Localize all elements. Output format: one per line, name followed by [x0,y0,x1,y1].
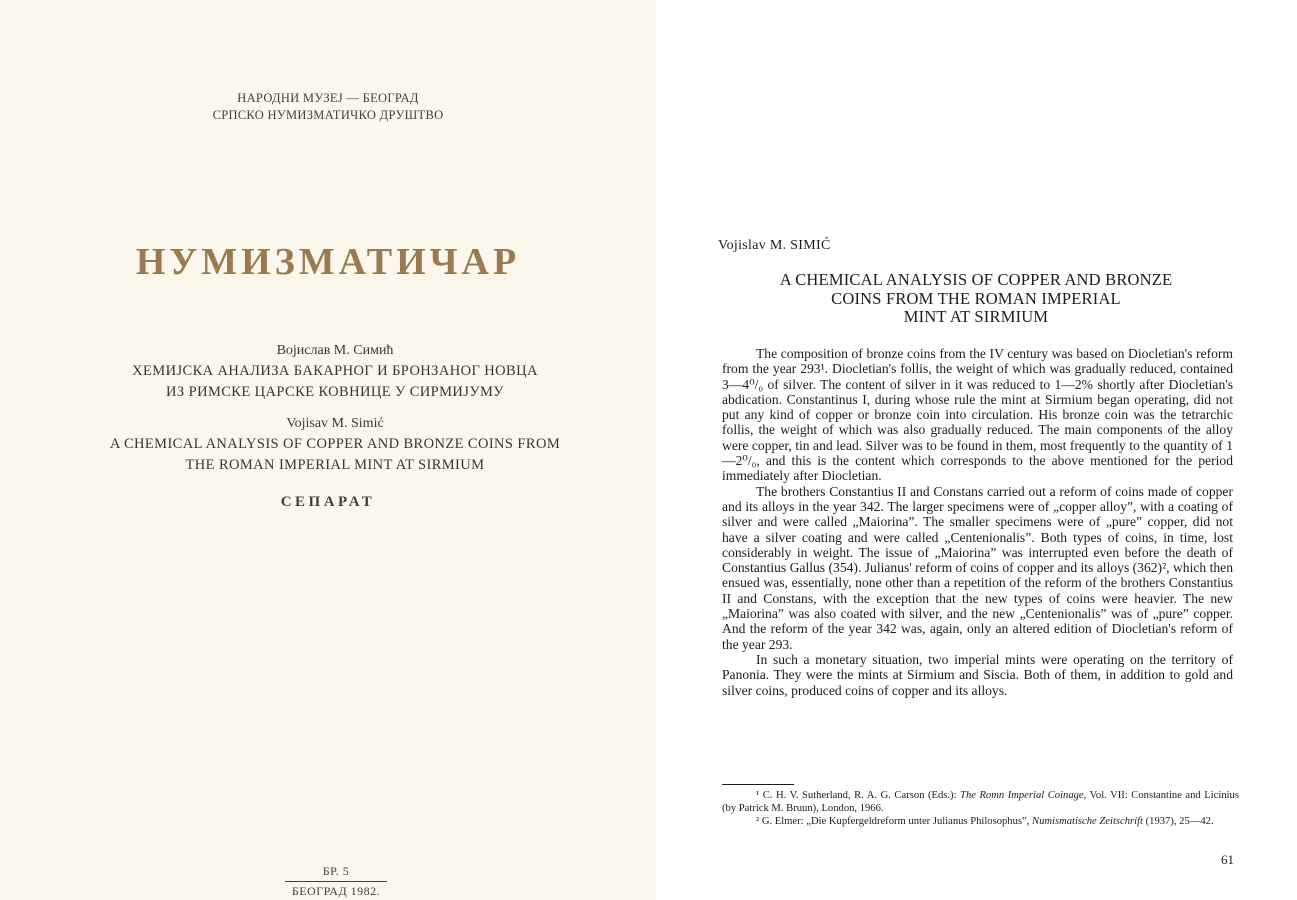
title-cyrillic-line-2: ИЗ РИМСКЕ ЦАРСКЕ КОВНИЦЕ У СИРМИЈУМУ [166,384,504,400]
footnote-1-rest: , Vol. VII: Constantine and Licinius (by Patrick M. Bruun), London, 1966. [722,790,1239,815]
body-paragraph: The composition of bronze coins from the IV century was based on Diocletian's reform from the year 293¹. Diocletian's follis, the weight of which was gradually reduced, contained 3—4⁰/₀ of silver. The content of silver in it was reduced to 1—2% shortly after Diocletian's abdication. Constantinus I, during whose rule the mint at Sirmium began operating, did not put any kind of copper or bronze coin into circulation. His bronze coin was the tetrarchic follis, the weight of which was also gradually reduced. The main components of the alloy were copper, tin and lead. Silver was to be found in them, most frequently to the quantity of 1—2⁰/₀, and this is the content which corresponds to the above mentioned for the period immediately after Diocletian. [722,346,1233,484]
title-latin-line-2: THE ROMAN IMPERIAL MINT AT SIRMIUM [185,457,485,473]
issue-divider [285,881,387,882]
article-page [656,0,1297,900]
title-cyrillic-line-1: ХЕМИЈСКА АНАЛИЗА БАКАРНОГ И БРОНЗАНОГ НОВЦА [132,363,538,379]
article-title-line-1: A CHEMICAL ANALYSIS OF COPPER AND BRONZE [779,270,1173,289]
page-number: 61 [1221,852,1234,867]
title-latin-line-1: A CHEMICAL ANALYSIS OF COPPER AND BRONZE COINS FROM [109,436,561,452]
footnote-divider [722,784,794,785]
journal-title: НУМИЗМАТИЧАР [135,241,521,283]
article-byline: Vojislav M. SIMIĆ [718,238,831,253]
institution-line-1: НАРОДНИ МУЗЕЈ — БЕОГРАД [237,91,419,105]
cover-article-info [40,340,630,476]
article-body [722,346,1233,698]
footnote-2 [722,815,1239,828]
issue-number: БР. 5 [322,864,350,878]
offprint-label: СЕПАРАТ [280,494,376,510]
article-title-line-2: COINS FROM THE ROMAN IMPERIAL [831,288,1121,308]
body-paragraph: In such a monetary situation, two imperial mints were operating on the territory of Panonia. They were the mints at Sirmium and Siscia. Both of them, in addition to gold and silver coins, produced coins of copper and its alloys. [722,651,1233,698]
footnotes [722,789,1239,829]
institution-block [0,90,656,124]
footnote-2-italic: Numismatische Zeitschrift [1032,816,1143,828]
author-cyrillic: Војислав М. Симић [276,343,394,358]
footnote-2-text: ² G. Elmer: „Die Kupfergeldreform unter Julianus Philosophus”, [756,816,1033,828]
footnote-1 [722,789,1239,815]
footnote-1-italic: The Romn Imperial Coinage [960,790,1084,801]
footnote-2-rest: (1937), 25—42. [1142,816,1214,828]
author-latin: Vojisav M. Simić [286,416,384,431]
body-paragraph: The brothers Constantius II and Constans carried out a reform of coins made of copper and its alloys in the year 342. The larger specimens were of „copper alloy”, with a coating of silver and were called „Maiorina”. The smaller specimens were of „pure” copper, did not have a silver coating and were called „Centenionalis”. Both types of coins, in time, lost considerably in weight. The issue of „Maiorina” was interrupted even before the death of Constantius Gallus (354). Julianus' reform of coins of copper and its alloys (362)², which then ensued was, essentially, none other than a repetition of the reform of the brothers Constantius II and Constans, with the exception that the new types of coins were heavier. The new „Maiorina” was also coated with silver, and the new „Centenionalis” was of „pure” copper. And the reform of the year 342 was, again, only an altered edition of Diocletian's reform of the year 293. [722,483,1233,652]
footnote-1-text: ¹ C. H. V. Sutherland, R. A. G. Carson (Eds.): [756,790,961,801]
article-title [716,271,1236,327]
article-title-line-3: MINT AT SIRMIUM [903,307,1049,326]
institution-line-2: СРПСКО НУМИЗМАТИЧКО ДРУШТВО [212,108,444,122]
place-year: БЕОГРАД 1982. [291,884,381,898]
